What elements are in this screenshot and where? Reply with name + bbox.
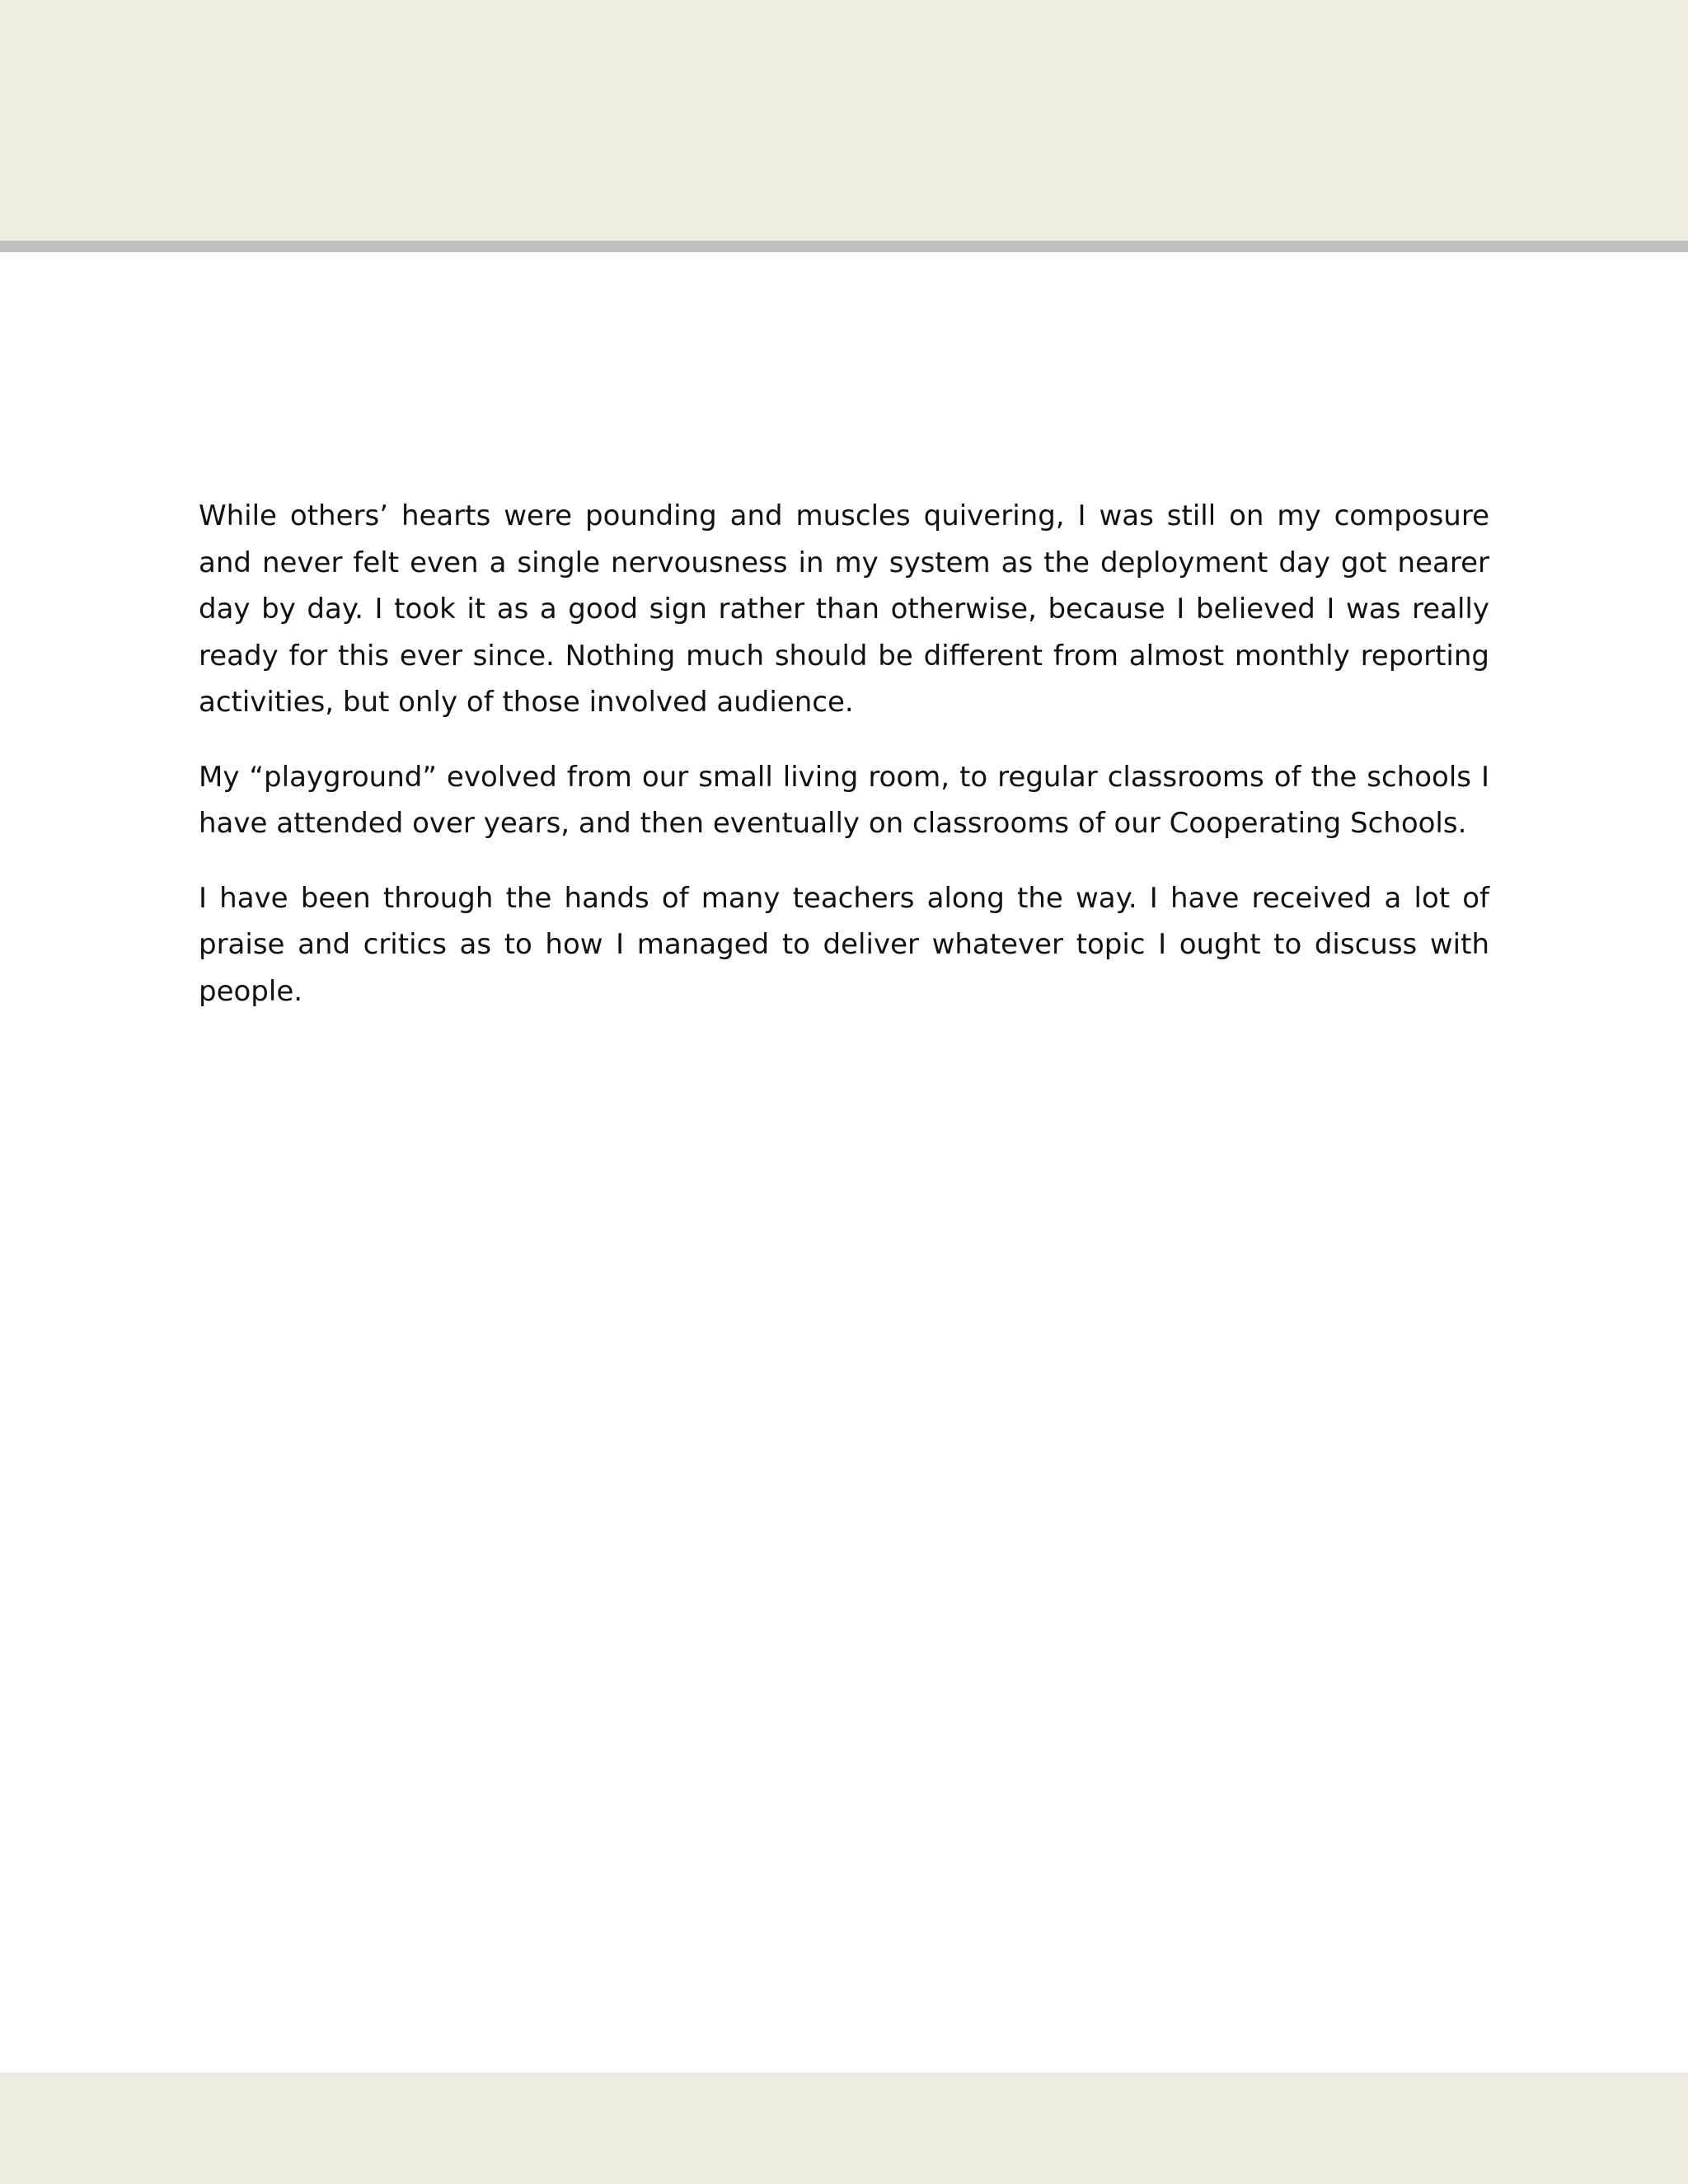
header-divider — [0, 241, 1688, 252]
document-body — [199, 493, 1489, 1043]
header-band — [0, 0, 1688, 241]
paragraph-2: My “playground” evolved from our small living room, to regular classrooms of the schools I have attended over years, and then eventually on classrooms of our Cooperating Schools. — [199, 760, 1489, 840]
footer-band — [0, 2073, 1688, 2184]
paragraph-1: While others’ hearts were pounding and muscles quivering, I was still on my composure and never felt even a single nervousness in my system as the deployment day got nearer day by day. I took it as a good sign rather than otherwise, because I believed I was really ready for this ever since. Nothing much should be different from almost monthly reporting activities, but only of those involved audience. — [199, 499, 1489, 719]
paragraph-3: I have been through the hands of many teachers along the way. I have received a lot of praise and critics as to how I managed to deliver whatever topic I ought to discuss with people. — [199, 881, 1489, 1008]
